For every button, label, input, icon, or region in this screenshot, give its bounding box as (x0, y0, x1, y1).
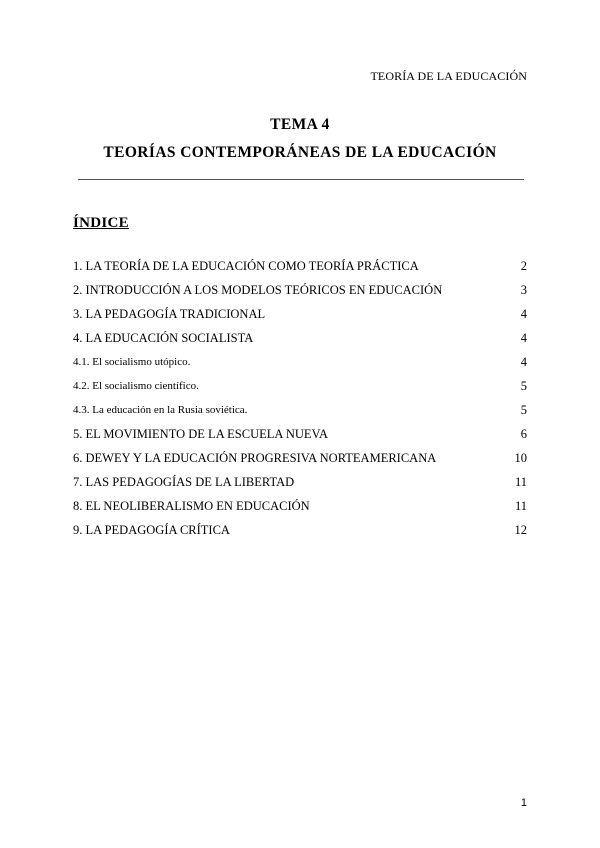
toc-entry-page: 3 (520, 282, 527, 297)
toc-entry-6[interactable] (73, 446, 527, 470)
toc-entry-9[interactable] (73, 518, 527, 542)
toc-entry-page: 4 (520, 330, 527, 345)
toc-entry-5[interactable] (73, 422, 527, 446)
toc-entry-page: 5 (520, 402, 527, 417)
index-heading: ÍNDICE (73, 215, 129, 231)
toc-entry-page: 10 (514, 450, 527, 465)
toc-entry-label: 8. EL NEOLIBERALISMO EN EDUCACIÓN (73, 498, 310, 513)
topic-number: TEMA 4 (270, 116, 330, 133)
document-title: TEORÍAS CONTEMPORÁNEAS DE LA EDUCACIÓN (103, 144, 497, 161)
toc-entry-page: 12 (514, 522, 527, 537)
toc-entry-label: 7. LAS PEDAGOGÍAS DE LA LIBERTAD (73, 474, 295, 489)
toc-entry-page: 11 (514, 474, 527, 489)
toc-entry-page: 2 (520, 258, 527, 273)
toc-entry-4-1[interactable] (73, 350, 527, 374)
toc-subentry-label: 4.2. El socialismo científico. (73, 380, 199, 392)
toc-entry-4[interactable] (73, 326, 527, 350)
toc-entry-4-2[interactable] (73, 374, 527, 398)
toc-entry-label: 3. LA PEDAGOGÍA TRADICIONAL (73, 306, 266, 321)
toc-entry-page: 11 (514, 498, 527, 513)
page-number: 1 (520, 797, 527, 809)
toc-entry-label: 9. LA PEDAGOGÍA CRÍTICA (73, 522, 230, 537)
toc-entry-8[interactable] (73, 494, 527, 518)
toc-entry-page: 4 (520, 354, 527, 369)
toc-entry-1[interactable] (73, 254, 527, 278)
toc-entry-label: 1. LA TEORÍA DE LA EDUCACIÓN COMO TEORÍA PRÁCTICA (73, 258, 419, 273)
toc-subentry-label: 4.3. La educación en la Rusia soviética. (73, 404, 248, 416)
toc-entry-3[interactable] (73, 302, 527, 326)
toc-entry-4-3[interactable] (73, 398, 527, 422)
toc-entry-label: 5. EL MOVIMIENTO DE LA ESCUELA NUEVA (73, 426, 328, 441)
running-header: TEORÍA DE LA EDUCACIÓN (370, 69, 527, 83)
toc-entry-label: 4. LA EDUCACIÓN SOCIALISTA (73, 330, 254, 345)
toc-entry-label: 6. DEWEY Y LA EDUCACIÓN PROGRESIVA NORTEAMERICANA (73, 450, 437, 465)
toc-entry-page: 4 (520, 306, 527, 321)
toc-subentry-label: 4.1. El socialismo utópico. (73, 356, 191, 368)
toc-entry-2[interactable] (73, 278, 527, 302)
toc-entry-7[interactable] (73, 470, 527, 494)
toc-entry-label: 2. INTRODUCCIÓN A LOS MODELOS TEÓRICOS EN EDUCACIÓN (73, 282, 443, 297)
toc-entry-page: 6 (520, 426, 527, 441)
table-of-contents (73, 254, 527, 542)
toc-entry-page: 5 (520, 378, 527, 393)
title-divider (78, 179, 524, 180)
